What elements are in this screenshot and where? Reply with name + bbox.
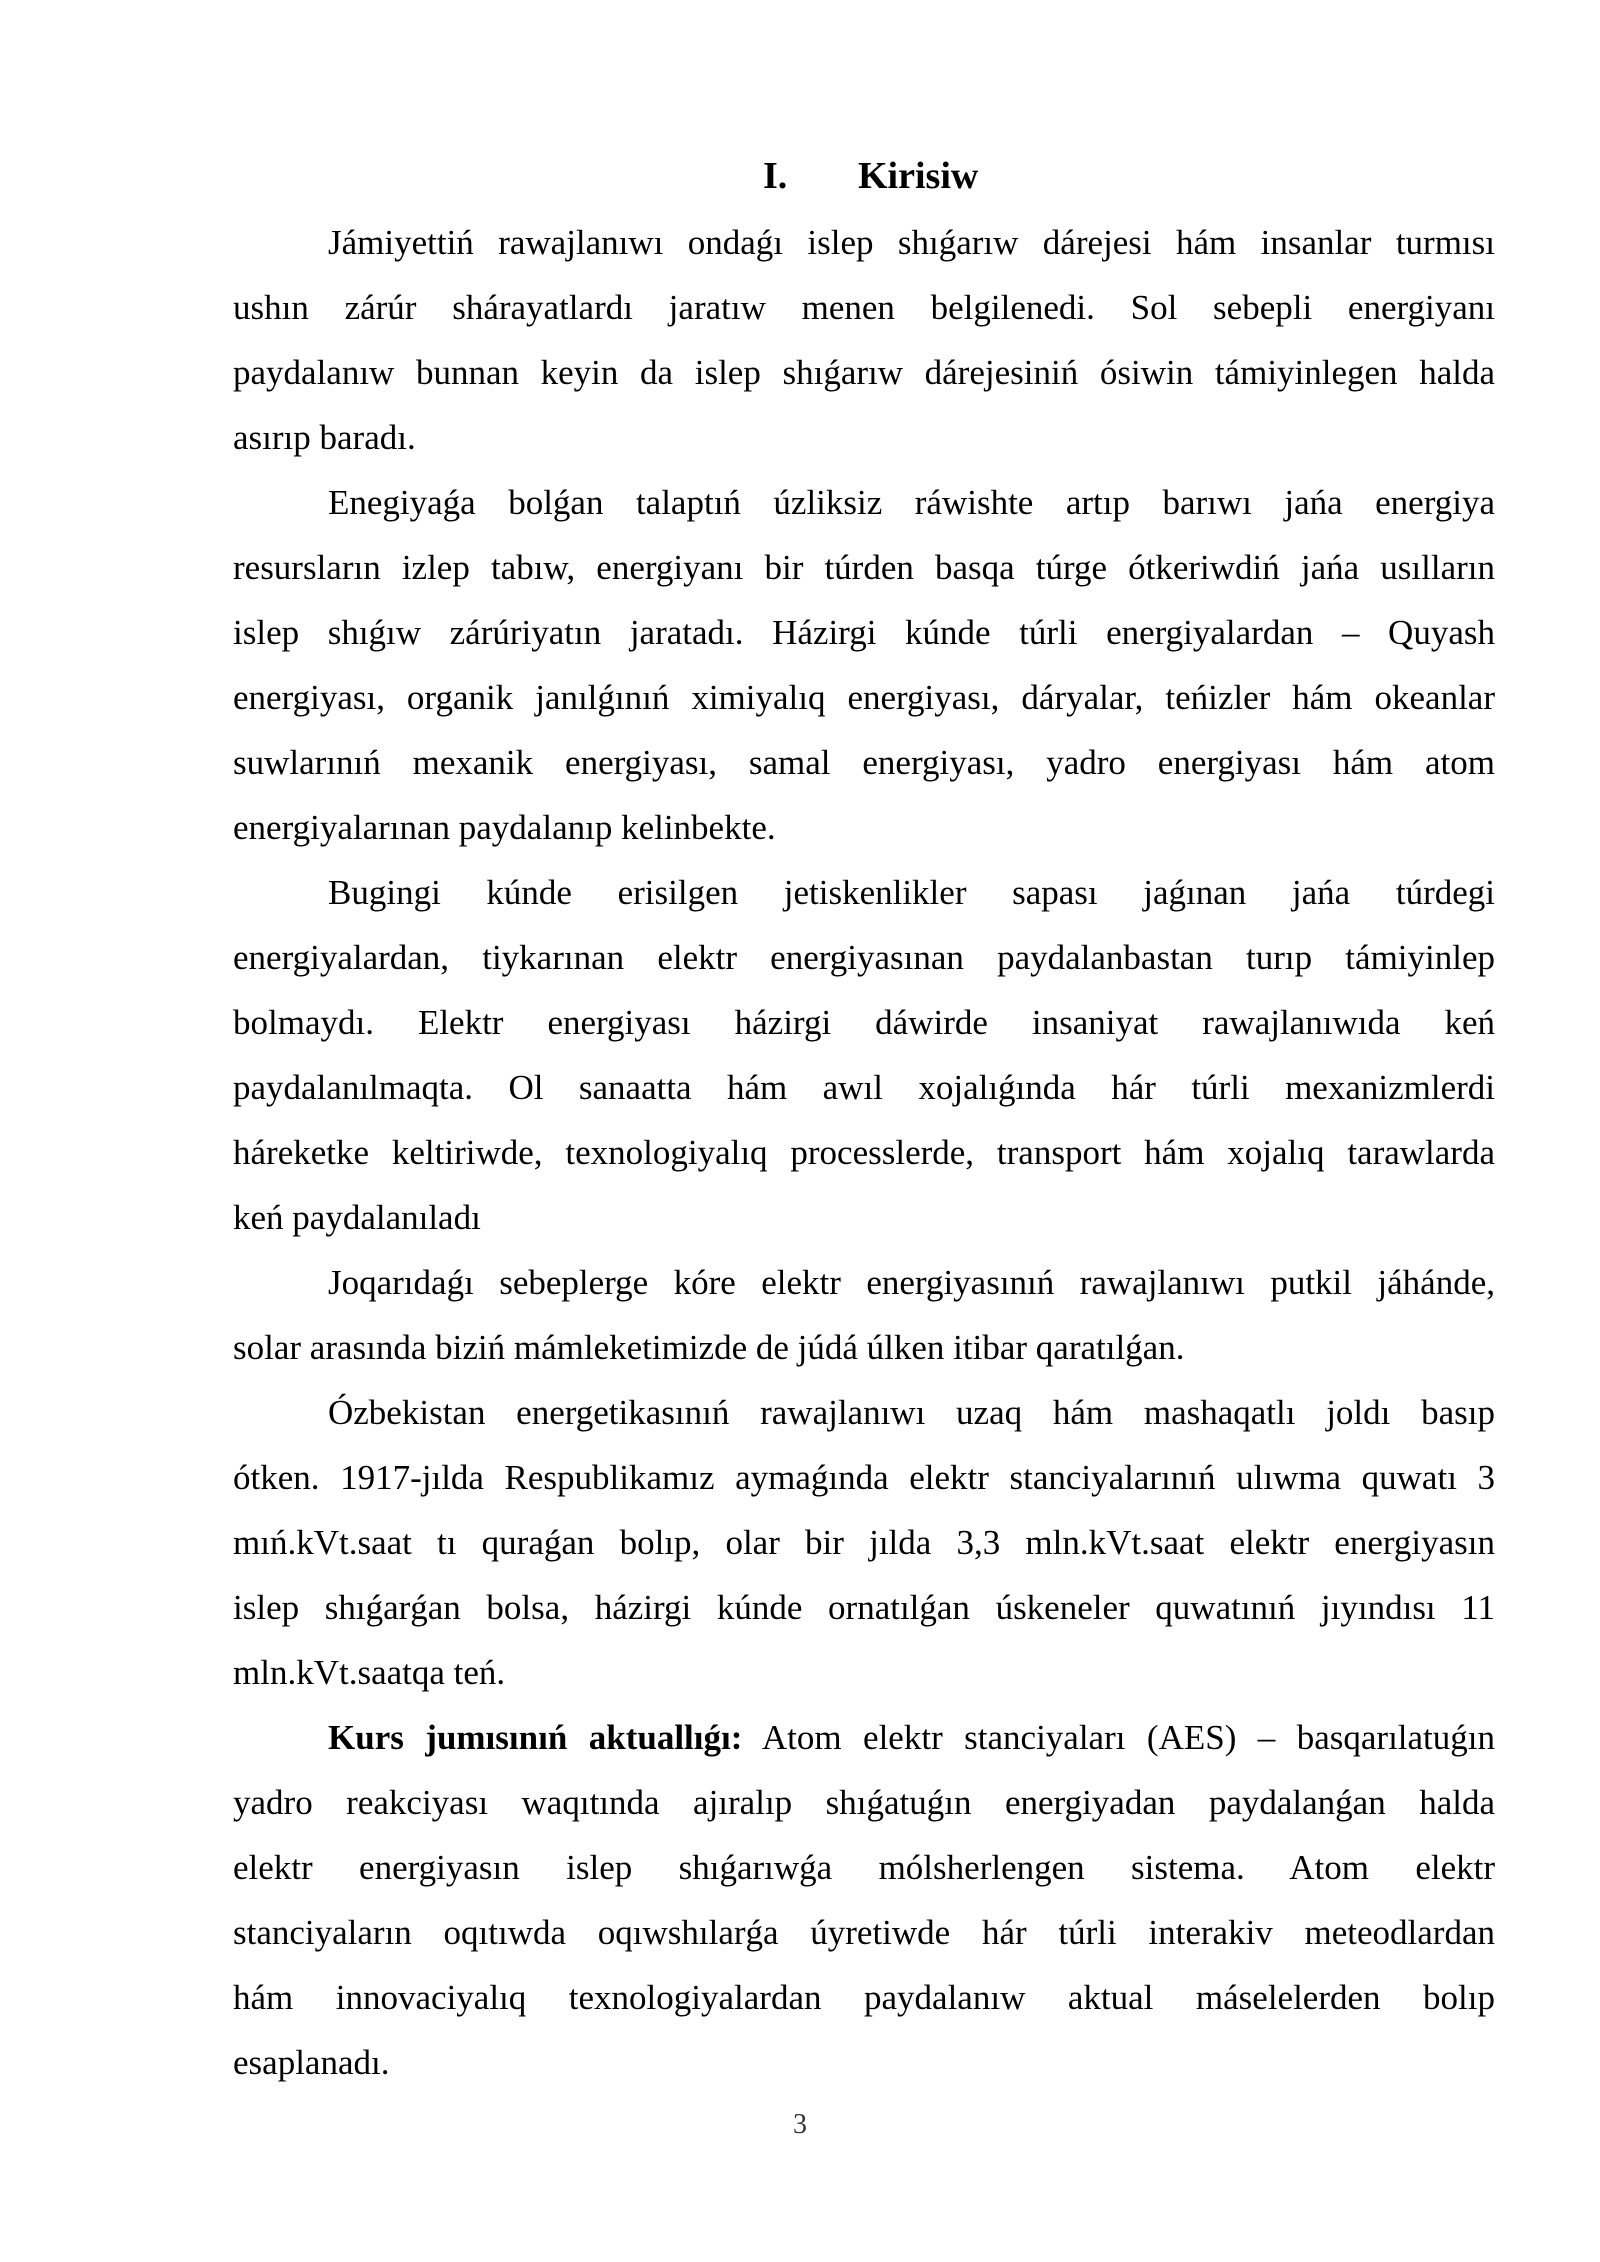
paragraph-6-line-3: elektr energiyasın islep shıǵarıwǵa mólsherlengen sistema. Atom elektr (233, 1848, 1495, 1887)
section-heading (0, 148, 1600, 204)
paragraph-6-line-1-text: Atom elektr stanciyaları (AES) – basqarılatuǵın (742, 1718, 1496, 1757)
paragraph-4-line-2: solar arasında biziń mámleketimizde de júdá úlken itibar qaratılǵan. (233, 1328, 1185, 1367)
paragraph-1-line-1: Jámiyettiń rawajlanıwı ondaǵı islep shıǵarıw dárejesi hám insanlar turmısı (328, 223, 1495, 262)
paragraph-5-line-1: Ózbekistan energetikasınıń rawajlanıwı uzaq hám mashaqatlı joldı basıp (328, 1393, 1495, 1432)
paragraph-6-line-2: yadro reakciyası waqıtında ajıralıp shıǵatuǵın energiyadan paydalanǵan halda (233, 1783, 1495, 1822)
paragraph-6-line-6: esaplanadı. (233, 2043, 390, 2082)
paragraph-2-line-2: resursların izlep tabıw, energiyanı bir túrden basqa túrge ótkeriwdiń jańa usılların (233, 548, 1495, 587)
paragraph-2-line-4: energiyası, organik janılǵınıń ximiyalıq energiyası, dáryalar, teńizler hám okeanlar (233, 678, 1495, 717)
paragraph-3-line-5: háreketke keltiriwde, texnologiyalıq processlerde, transport hám xojalıq tarawlarda (233, 1133, 1495, 1172)
paragraph-2-line-3: islep shıǵıw zárúriyatın jaratadı. Házirgi kúnde túrli energiyalardan – Quyash (233, 613, 1495, 652)
paragraph-3-line-2: energiyalardan, tiykarınan elektr energiyasınan paydalanbastan turıp támiyinlep (233, 938, 1495, 977)
section-number: I. (763, 155, 788, 197)
paragraph-5-line-5: mln.kVt.saatqa teń. (233, 1653, 506, 1692)
paragraph-3-line-3: bolmaydı. Elektr energiyası házirgi dáwirde insaniyat rawajlanıwıda keń (233, 1003, 1495, 1042)
paragraph-3-line-6: keń paydalanıladı (233, 1198, 481, 1237)
paragraph-4-line-1: Joqarıdaǵı sebeplerge kóre elektr energiyasınıń rawajlanıwı putkil jáhánde, (328, 1263, 1495, 1302)
paragraph-6-line-4: stanciyaların oqıtıwda oqıwshılarǵa úyretiwde hár túrli interakiv meteodlardan (233, 1913, 1495, 1952)
paragraph-1-line-2: ushın zárúr shárayatlardı jaratıw menen belgilenedi. Sol sebepli energiyanı (233, 288, 1495, 327)
paragraph-6-line-1 (328, 1713, 1495, 1763)
paragraph-5-line-4: islep shıǵarǵan bolsa, házirgi kúnde ornatılǵan úskeneler quwatınıń jıyındısı 11 (233, 1588, 1495, 1627)
paragraph-3-line-1: Bugingi kúnde erisilgen jetiskenlikler sapası jaǵınan jańa túrdegi (328, 873, 1495, 912)
paragraph-1-line-4: asırıp baradı. (233, 418, 416, 457)
paragraph-1-line-3: paydalanıw bunnan keyin da islep shıǵarıw dárejesiniń ósiwin támiyinlegen halda (233, 353, 1495, 392)
paragraph-5-line-3: mıń.kVt.saat tı quraǵan bolıp, olar bir jılda 3,3 mln.kVt.saat elektr energiyasın (233, 1523, 1495, 1562)
paragraph-2-line-5: suwlarınıń mexanik energiyası, samal energiyası, yadro energiyası hám atom (233, 743, 1495, 782)
section-title: Kirisiw (858, 155, 979, 197)
paragraph-6-bold-lead: Kurs jumısınıń aktuallıǵı: (328, 1718, 743, 1757)
paragraph-2-line-1: Enegiyaǵa bolǵan talaptıń úzliksiz ráwishte artıp barıwı jańa energiya (328, 483, 1495, 522)
page-number: 3 (793, 2109, 807, 2140)
paragraph-6-line-5: hám innovaciyalıq texnologiyalardan paydalanıw aktual máselelerden bolıp (233, 1978, 1495, 2017)
paragraph-5-line-2: ótken. 1917-jılda Respublikamız aymaǵında elektr stanciyalarınıń ulıwma quwatı 3 (233, 1458, 1495, 1497)
paragraph-3-line-4: paydalanılmaqta. Ol sanaatta hám awıl xojalıǵında hár túrli mexanizmlerdi (233, 1068, 1495, 1107)
paragraph-2-line-6: energiyalarınan paydalanıp kelinbekte. (233, 808, 776, 847)
